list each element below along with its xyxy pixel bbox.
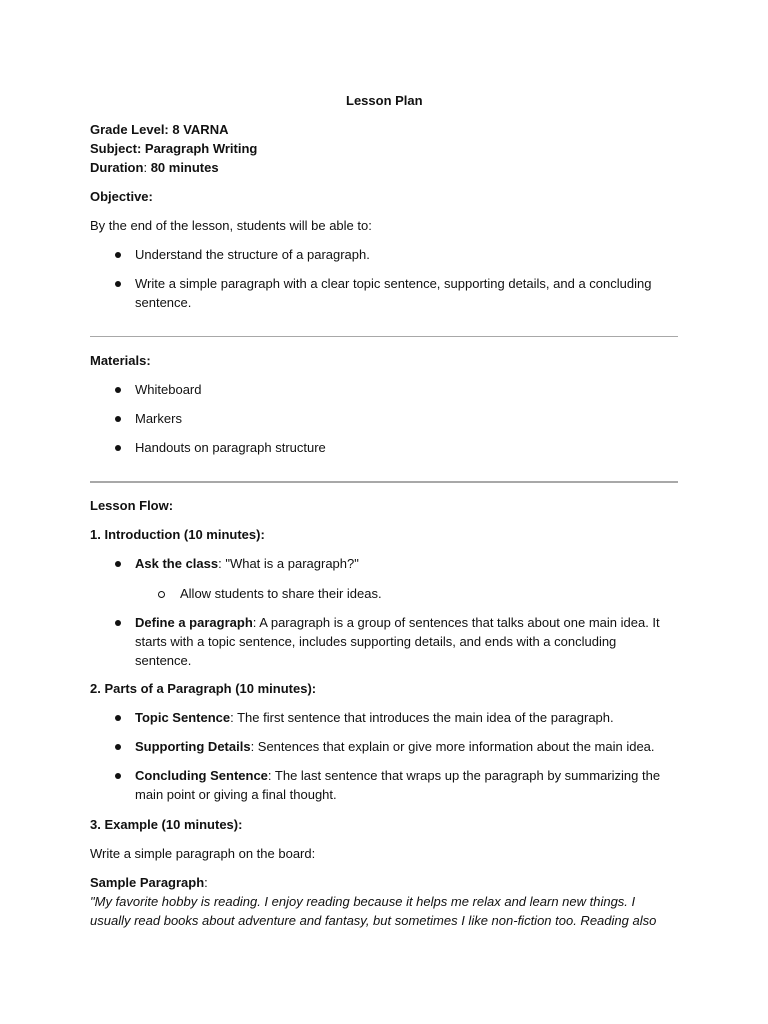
parts-heading: 2. Parts of a Paragraph (10 minutes): xyxy=(90,681,317,696)
materials-item: Whiteboard xyxy=(135,382,202,397)
sample-paragraph-text: usually read books about adventure and fantasy, but sometimes I like non-fiction too. Reading also xyxy=(90,913,657,928)
sample-paragraph-text: "My favorite hobby is reading. I enjoy reading because it helps me relax and learn new things. I xyxy=(90,894,636,909)
subject-value: : Paragraph Writing xyxy=(136,141,258,156)
materials-item: Handouts on paragraph structure xyxy=(135,440,326,455)
section-divider xyxy=(90,336,678,337)
supporting-details-label: Supporting Details xyxy=(135,739,251,754)
concluding-sentence-text: : The last sentence that wraps up the paragraph by summarizing the xyxy=(267,768,661,783)
materials-item: Markers xyxy=(135,411,182,426)
example-heading: 3. Example (10 minutes): xyxy=(90,817,243,832)
objective-item: Understand the structure of a paragraph. xyxy=(135,247,370,262)
define-paragraph-continued: starts with a topic sentence, includes supporting details, and ends with a concluding xyxy=(135,634,617,649)
supporting-details-item xyxy=(135,739,655,755)
sub-bullet-icon xyxy=(158,591,165,598)
objective-intro: By the end of the lesson, students will be able to: xyxy=(90,218,372,233)
sample-paragraph-label: Sample Paragraph xyxy=(90,875,205,890)
topic-sentence-label: Topic Sentence xyxy=(135,710,231,725)
duration-label: Duration xyxy=(90,160,144,175)
ask-class-label: Ask the class xyxy=(135,556,219,571)
bullet-icon xyxy=(115,773,121,779)
example-intro: Write a simple paragraph on the board: xyxy=(90,846,316,861)
bullet-icon xyxy=(115,715,121,721)
define-paragraph-item xyxy=(135,615,660,631)
define-paragraph-continued: sentence. xyxy=(135,653,192,668)
grade-level: Grade Level: 8 VARNA xyxy=(90,122,229,137)
supporting-details-text: : Sentences that explain or give more information about the main idea. xyxy=(250,739,655,754)
duration-line xyxy=(90,160,219,176)
document-title: Lesson Plan xyxy=(346,93,423,108)
subject-line xyxy=(90,141,257,157)
bullet-icon xyxy=(115,281,121,287)
objective-item: Write a simple paragraph with a clear topic sentence, supporting details, and a concluding xyxy=(135,276,652,291)
ask-class-sub-item: Allow students to share their ideas. xyxy=(180,586,382,601)
concluding-sentence-continued: main point or giving a final thought. xyxy=(135,787,337,802)
lesson-flow-heading: Lesson Flow: xyxy=(90,498,174,513)
duration-value: 80 minutes xyxy=(150,160,219,175)
ask-class-text: : "What is a paragraph?" xyxy=(218,556,359,571)
sample-paragraph-label-line xyxy=(90,875,208,891)
concluding-sentence-label: Concluding Sentence xyxy=(135,768,268,783)
objective-item-continued: sentence. xyxy=(135,295,192,310)
subject-label: Subject xyxy=(90,141,137,156)
duration-sep: : xyxy=(143,160,151,175)
bullet-icon xyxy=(115,387,121,393)
sample-paragraph-colon: : xyxy=(204,875,208,890)
ask-class-item xyxy=(135,556,359,572)
bullet-icon xyxy=(115,416,121,422)
bullet-icon xyxy=(115,620,121,626)
concluding-sentence-item xyxy=(135,768,660,784)
topic-sentence-item xyxy=(135,710,614,726)
bullet-icon xyxy=(115,561,121,567)
topic-sentence-text: : The first sentence that introduces the main idea of the paragraph. xyxy=(230,710,614,725)
materials-heading: Materials: xyxy=(90,353,151,368)
define-paragraph-label: Define a paragraph xyxy=(135,615,253,630)
define-paragraph-text: : A paragraph is a group of sentences that talks about one main idea. It xyxy=(252,615,660,630)
bullet-icon xyxy=(115,445,121,451)
objective-heading: Objective: xyxy=(90,189,153,204)
section-divider xyxy=(90,481,678,483)
bullet-icon xyxy=(115,252,121,258)
bullet-icon xyxy=(115,744,121,750)
introduction-heading: 1. Introduction (10 minutes): xyxy=(90,527,265,542)
